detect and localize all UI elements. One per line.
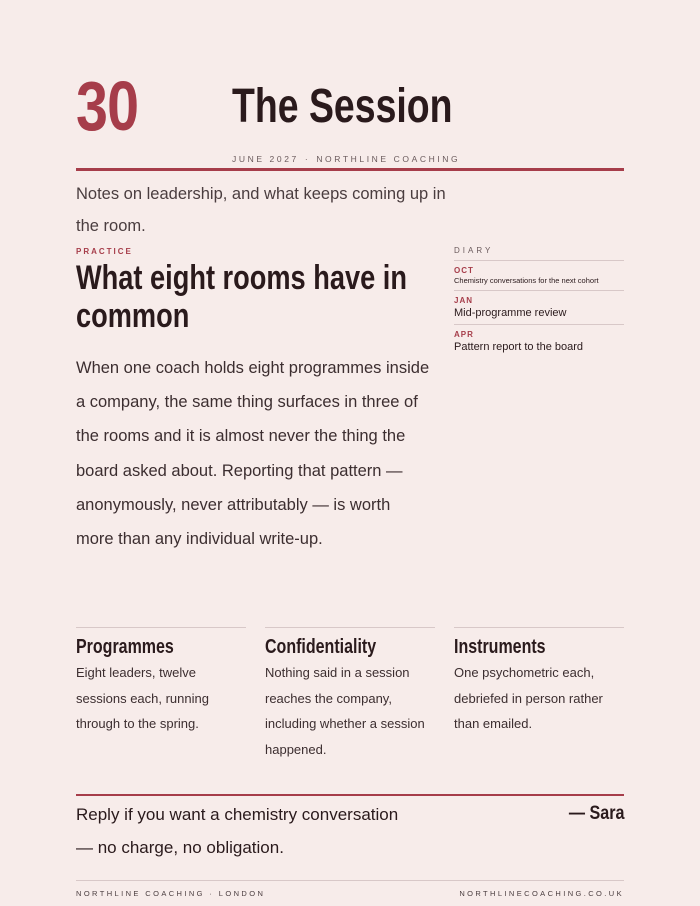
column-text: Eight leaders, twelve sessions each, running through to the spring. <box>76 665 209 731</box>
column-text: Nothing said in a session reaches the company, including whether a session happened. <box>265 665 425 757</box>
diary-month: APR <box>454 330 474 339</box>
diary-text: Chemistry conversations for the next cohort <box>454 276 599 285</box>
issue-meta <box>232 154 460 164</box>
footer-website-link[interactable]: NORTHLINECOACHING.CO.UK <box>459 889 624 898</box>
article-kicker: PRACTICE <box>76 247 133 256</box>
diary-text: Pattern report to the board <box>454 341 584 353</box>
tagline: Notes on leadership, and what keeps coming up in the room. <box>76 185 446 235</box>
diary-item <box>454 291 624 325</box>
diary-item <box>454 261 624 291</box>
footer-location: NORTHLINE COACHING · LONDON <box>76 889 266 898</box>
masthead-rule <box>76 168 624 171</box>
footer-rule <box>76 880 624 881</box>
call-to-action: Reply if you want a chemistry conversation — no charge, no obligation. <box>76 805 399 857</box>
publication-title: The Session <box>232 80 453 133</box>
diary-label: DIARY <box>454 246 624 261</box>
closing-rule <box>76 794 624 796</box>
diary-panel <box>454 246 624 358</box>
column-title: Programmes <box>76 636 174 658</box>
column-confidentiality <box>265 627 435 762</box>
article-headline: What eight rooms have in common <box>76 259 407 335</box>
column-title: Instruments <box>454 636 546 658</box>
column-text: One psychometric each, debriefed in person rather than emailed. <box>454 665 603 731</box>
article-body: When one coach holds eight programmes inside a company, the same thing surfaces in three of the rooms and it is almost never the thing the board asked about. Reporting that pattern — anonymously, never attributably — is worth more than any individual write-up. <box>76 359 430 549</box>
signature: — Sara <box>568 803 624 824</box>
issue-number: 30 <box>76 67 139 145</box>
column-programmes <box>76 627 246 737</box>
column-title: Confidentiality <box>265 636 377 658</box>
diary-month: OCT <box>454 266 474 275</box>
diary-month: JAN <box>454 296 474 305</box>
diary-item <box>454 325 624 358</box>
issue-date: JUNE 2027 <box>232 154 299 164</box>
publisher-name: NORTHLINE COACHING <box>316 154 461 164</box>
column-instruments <box>454 627 624 737</box>
meta-separator: · <box>304 154 311 164</box>
diary-text: Mid-programme review <box>454 307 567 319</box>
